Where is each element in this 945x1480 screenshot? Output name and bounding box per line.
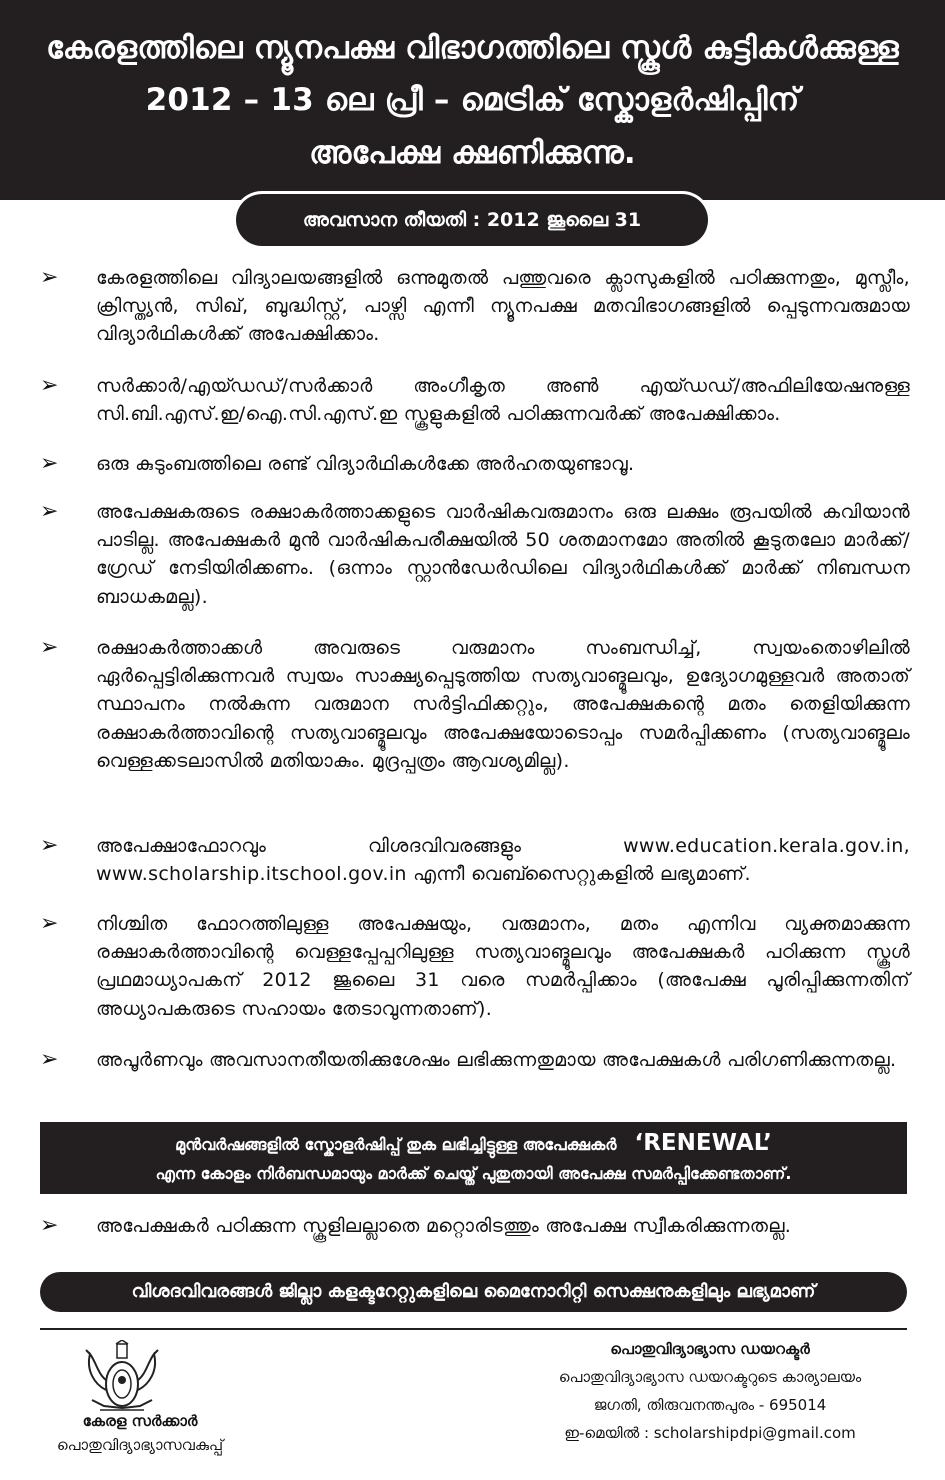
bullet-arrow-icon: ➢: [40, 635, 59, 660]
list-item-text: അപേക്ഷാഫോറവും വിശദവിവരങ്ങളും www.education.kerala.gov.in, www.scholarship.itschool.gov.in എന്നീ വെബ്സൈറ്റുകളിൽ ലഭ്യമാണ്.: [96, 835, 910, 886]
director-title: പൊതുവിദ്യാഭ്യാസ ഡയറക്ടർ: [610, 1340, 810, 1358]
bullet-arrow-icon: ➢: [40, 373, 59, 398]
bullet-arrow-icon: ➢: [40, 1047, 59, 1072]
list-item: [40, 1212, 910, 1240]
list-item: [40, 634, 910, 775]
bullet-arrow-icon: ➢: [40, 1213, 59, 1238]
heading-line-3: അപേക്ഷ ക്ഷണിക്കുന്നു.: [309, 135, 636, 171]
list-item: [40, 1046, 910, 1074]
list-item: [40, 450, 910, 478]
heading-line-1: കേരളത്തിലെ ന്യൂനപക്ഷ വിഭാഗത്തിലെ സ്കൂൾ കുട്ടികൾക്കുള്ള: [46, 30, 899, 66]
bullet-arrow-icon: ➢: [40, 911, 59, 936]
bullet-arrow-icon: ➢: [40, 499, 59, 524]
kerala-emblem-icon: [72, 1340, 172, 1412]
renewal-notice: [40, 1122, 907, 1194]
bullet-arrow-icon: ➢: [40, 265, 59, 290]
heading-line-2: 2012 – 13 ലെ പ്രീ – മെട്രിക് സ്കോളർഷിപ്പിന്: [145, 82, 800, 118]
government-name: കേരള സർക്കാർ: [82, 1412, 198, 1430]
bullet-arrow-icon: ➢: [40, 451, 59, 476]
header-banner: [0, 0, 945, 200]
list-item-text: ഒരു കുടുംബത്തിലെ രണ്ട് വിദ്യാർഥികൾക്കേ അർഹതയുണ്ടാവൂ.: [96, 453, 635, 475]
department-name: പൊതുവിദ്യാഭ്യാസവകുപ്പ്: [56, 1436, 224, 1454]
list-item-text: അപൂർണവും അവസാനതീയതിക്കുശേഷം ലഭിക്കുന്നതുമായ അപേക്ഷകൾ പരിഗണിക്കുന്നതല്ല.: [96, 1049, 897, 1071]
list-item: [40, 264, 910, 349]
list-item-text: സർക്കാർ/എയ്ഡഡ്/സർക്കാർ അംഗീകൃത അൺ എയ്ഡഡ്/അഫിലിയേഷനുള്ള സി.ബി.എസ്.ഇ/ഐ.സി.എസ്.ഇ സ്കൂളുകളിൽ പഠിക്കുന്നവർക്ക് അപേക്ഷിക്കാം.: [96, 375, 910, 426]
office-address: ജഗതി, തിരുവനന്തപുരം - 695014: [593, 1396, 827, 1414]
renewal-line-1: മുൻവർഷങ്ങളിൽ സ്കോളർഷിപ്പ് തുക ലഭിച്ചിട്ടുള്ള അപേക്ഷകർ: [175, 1135, 617, 1154]
list-item-text: അപേക്ഷകരുടെ രക്ഷാകർത്താക്കളുടെ വാർഷികവരുമാനം ഒരു ലക്ഷം രൂപയിൽ കവിയാൻ പാടില്ല. അപേക്ഷകർ മുൻ വാർഷികപരീക്ഷയിൽ 50 ശതമാനമോ അതിൽ കൂടുതലോ മാർക്ക്/ഗ്രേഡ് നേടിയിരിക്കണം. (ഒന്നാം സ്റ്റാൻഡേർഡിലെ വിദ്യാർഥികൾക്ക് മാർക്ക് നിബന്ധന ബാധകമല്ല).: [96, 501, 910, 608]
office-name: പൊതുവിദ്യാഭ്യാസ ഡയറക്ടറുടെ കാര്യാലയം: [558, 1368, 862, 1386]
deadline-badge: അവസാന തീയതി : 2012 ജൂലൈ 31: [236, 194, 708, 246]
list-item-text: കേരളത്തിലെ വിദ്യാലയങ്ങളിൽ ഒന്നുമുതൽ പത്തുവരെ ക്ലാസുകളിൽ പഠിക്കുന്നതും, മുസ്ലീം, ക്രിസ്ത്യൻ, സിഖ്, ബുദ്ധിസ്റ്റ്, പാഴ്സി എന്നീ ന്യൂനപക്ഷ മതവിഭാഗങ്ങളിൽ പ്പെടുന്നവരുമായ വിദ്യാർഥികൾക്ക് അപേക്ഷിക്കാം.: [96, 267, 910, 346]
email-line: [500, 1424, 920, 1442]
list-item-text: രക്ഷാകർത്താക്കൾ അവരുടെ വരുമാനം സംബന്ധിച്ച്, സ്വയംതൊഴിലിൽ ഏർപ്പെട്ടിരിക്കുന്നവർ സ്വയം സാക്ഷ്യപ്പെടുത്തിയ സത്യവാങ്മൂലവും, ഉദ്യോഗമുള്ളവർ അതാത് സ്ഥാപനം നൽകുന്ന വരുമാന സർട്ടിഫിക്കറ്റും, അപേക്ഷകന്റെ മതം തെളിയിക്കുന്ന രക്ഷാകർത്താവിന്റെ സത്യവാങ്മൂലവും അപേക്ഷയോടൊപ്പം സമർപ്പിക്കണം (സത്യവാങ്മൂലം വെള്ളക്കടലാസിൽ മതിയാകും. മുദ്രപ്പത്രം ആവശ്യമില്ല).: [96, 637, 910, 772]
divider: [40, 1328, 907, 1330]
renewal-keyword: ‘RENEWAL’: [634, 1130, 772, 1156]
list-item-text: നിശ്ചിത ഫോറത്തിലുള്ള അപേക്ഷയും, വരുമാനം, മതം എന്നിവ വ്യക്തമാക്കുന്ന രക്ഷാകർത്താവിന്റെ വെള്ളപ്പേപ്പറിലുള്ള സത്യവാങ്മൂലവും അപേക്ഷകർ പഠിക്കുന്ന സ്കൂൾ പ്രഥമാധ്യാപകന് 2012 ജൂലൈ 31 വരെ സമർപ്പിക്കാം (അപേക്ഷ പൂരിപ്പിക്കുന്നതിന് അധ്യാപകരുടെ സഹായം തേടാവുന്നതാണ്).: [96, 913, 910, 1020]
info-note-banner: വിശദവിവരങ്ങൾ ജില്ലാ കളക്ടറേറ്റുകളിലെ മൈനോറിറ്റി സെക്ഷനുകളിലും ലഭ്യമാണ്: [40, 1272, 907, 1312]
email-address: scholarshipdpi@gmail.com: [653, 1424, 856, 1442]
list-item-text: അപേക്ഷകർ പഠിക്കുന്ന സ്കൂളിലല്ലാതെ മറ്റൊരിടത്തും അപേക്ഷ സ്വീകരിക്കുന്നതല്ല.: [96, 1215, 792, 1237]
list-item: [40, 910, 910, 1023]
list-item: [40, 498, 910, 611]
list-item: [40, 372, 910, 428]
list-item: [40, 832, 910, 888]
bullet-arrow-icon: ➢: [40, 833, 59, 858]
email-label: ഇ-മെയിൽ :: [564, 1424, 650, 1442]
renewal-line-2: എന്ന കോളം നിർബന്ധമായും മാർക്ക് ചെയ്ത് പുതുതായി അപേക്ഷ സമർപ്പിക്കേണ്ടതാണ്.: [155, 1164, 792, 1183]
